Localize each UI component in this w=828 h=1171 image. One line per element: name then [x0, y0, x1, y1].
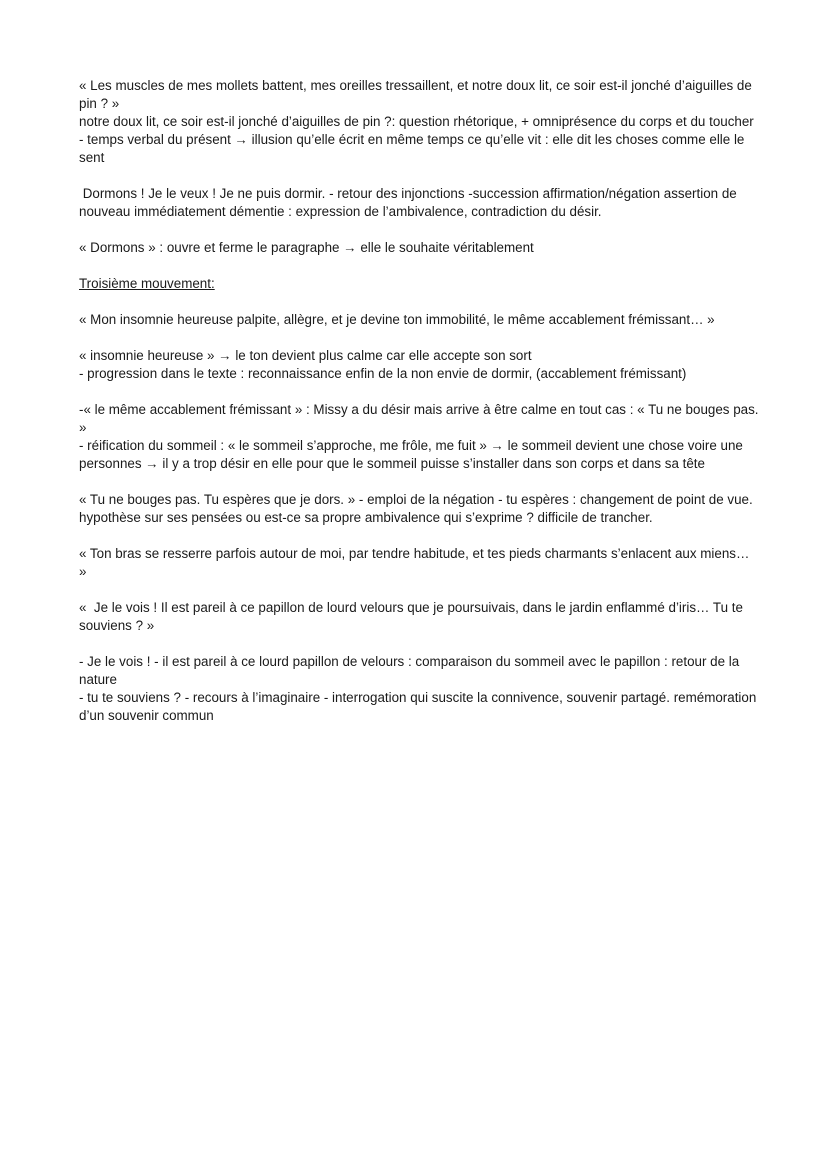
text-line: - Je le vois ! - il est pareil à ce lourd papillon de velours : comparaison du sommeil avec le papillon : retour de la nature	[79, 654, 743, 687]
paragraph-quote-bras	[79, 545, 759, 581]
text-line: -« le même accablement frémissant » : Missy a du désir mais arrive à être calme en tout cas : « Tu ne bouges pas. »	[79, 402, 763, 435]
text-line: - réification du sommeil : « le sommeil s’approche, me frôle, me fuit » → le sommeil devient une chose voire une personnes → il y a trop désir en elle pour que le sommeil puisse s’installer dans son corps et dans sa tête	[79, 438, 747, 471]
text-line: « Je le vois ! Il est pareil à ce papillon de lourd velours que je poursuivais, dans le jardin enflammé d’iris… Tu te souviens ? »	[79, 600, 747, 633]
text-line: - progression dans le texte : reconnaissance enfin de la non envie de dormir, (accablement frémissant)	[79, 366, 687, 381]
text-line: - tu te souviens ? - recours à l’imaginaire - interrogation qui suscite la connivence, souvenir partagé. remémoration d’un souvenir commun	[79, 690, 761, 723]
text-line: - temps verbal du présent → illusion qu’elle écrit en même temps ce qu’elle vit : elle dit les choses comme elle le sent	[79, 132, 749, 165]
paragraph-3	[79, 239, 759, 257]
paragraph-quote-insomnie	[79, 311, 759, 329]
text-line: « Les muscles de mes mollets battent, mes oreilles tressaillent, et notre doux lit, ce soir est-il jonché d’aiguilles de pin ? »	[79, 78, 756, 111]
section-heading-troisieme-mouvement	[79, 275, 759, 293]
text-line: « Tu ne bouges pas. Tu espères que je dors. » - emploi de la négation - tu espères : changement de point de vue. hypothèse sur ses pensées ou est-ce sa propre ambivalence qui s’exprime ? difficile de trancher.	[79, 492, 757, 525]
paragraph-analysis-insomnie	[79, 347, 759, 383]
text-line: Dormons ! Je le veux ! Je ne puis dormir. - retour des injonctions -succession affirmation/négation assertion de nouveau immédiatement démentie : expression de l’ambivalence, contradiction du désir.	[79, 186, 741, 219]
paragraph-tu-ne-bouges-pas	[79, 491, 759, 527]
paragraph-quote-papillon	[79, 599, 759, 635]
document-page	[79, 77, 763, 743]
text-line: « insomnie heureuse » → le ton devient plus calme car elle accepte son sort	[79, 348, 532, 363]
paragraph-2	[79, 185, 759, 221]
text-line: notre doux lit, ce soir est-il jonché d’aiguilles de pin ?: question rhétorique, + omniprésence du corps et du toucher	[79, 114, 754, 129]
text-line: « Dormons » : ouvre et ferme le paragraphe → elle le souhaite véritablement	[79, 240, 534, 255]
text-line: « Ton bras se resserre parfois autour de moi, par tendre habitude, et tes pieds charmants s’enlacent aux miens… »	[79, 546, 754, 579]
paragraph-1	[79, 77, 759, 167]
text-line: « Mon insomnie heureuse palpite, allègre, et je devine ton immobilité, le même accablement frémissant… »	[79, 312, 715, 327]
paragraph-analysis-accablement	[79, 401, 763, 473]
section-heading: Troisième mouvement:	[79, 276, 215, 291]
paragraph-analysis-papillon	[79, 653, 759, 725]
